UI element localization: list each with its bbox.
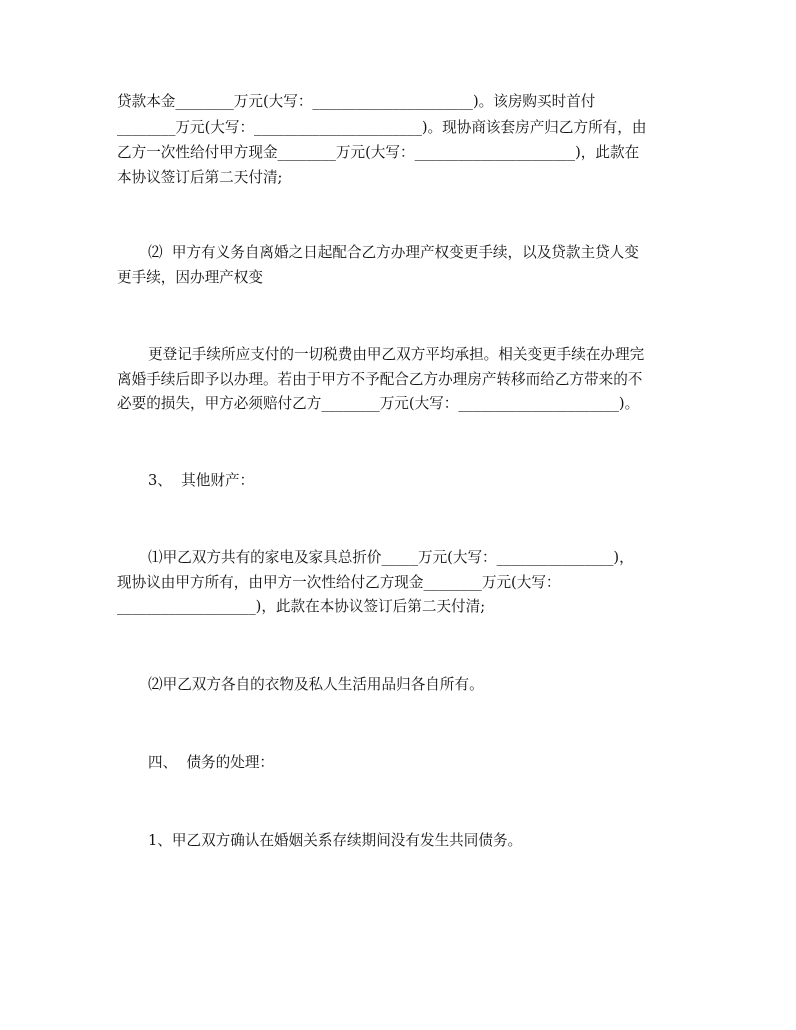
- para3-line1: 更登记手续所应支付的一切税费由甲乙双方平均承担。相关变更手续在办理完: [148, 346, 645, 363]
- para1-line2: ________万元(大写：_______________________)。现协商该套房产归乙方所有，由: [117, 119, 647, 136]
- para1-line3: 乙方一次性给付甲方现金________万元(大写：______________________)，此款在: [117, 144, 640, 161]
- para1-line1: 贷款本金________万元(大写：______________________)。该房购买时首付: [117, 93, 596, 110]
- para2-line2: 更手续，因办理产权变: [117, 269, 263, 286]
- para6: 1、甲乙双方确认在婚姻关系存续期间没有发生共同债务。: [148, 832, 523, 849]
- section-other-property-heading: 3、 其他财产：: [148, 472, 255, 489]
- para1-line4: 本协议签订后第二天付清;: [117, 169, 283, 186]
- para4-line2: 现协议由甲方所有，由甲方一次性给付乙方现金________万元(大写：: [117, 574, 561, 591]
- para5: ⑵甲乙双方各自的衣物及私人生活用品归各自所有。: [148, 676, 484, 693]
- para3-line3: 必要的损失，甲方必须赔付乙方________万元(大写：______________________)。: [117, 395, 640, 412]
- para2-line1: ⑵ 甲方有义务自离婚之日起配合乙方办理产权变更手续，以及贷款主贷人变: [148, 244, 639, 261]
- para4-line1: ⑴甲乙双方共有的家电及家具总折价_____万元(大写：________________)，: [148, 549, 634, 566]
- para3-line2: 离婚手续后即予以办理。若由于甲方不予配合乙方办理房产转移而给乙方带来的不: [117, 371, 643, 388]
- section-debts-heading: 四、 债务的处理：: [148, 754, 275, 771]
- para4-line3: ___________________)，此款在本协议签订后第二天付清;: [117, 598, 486, 615]
